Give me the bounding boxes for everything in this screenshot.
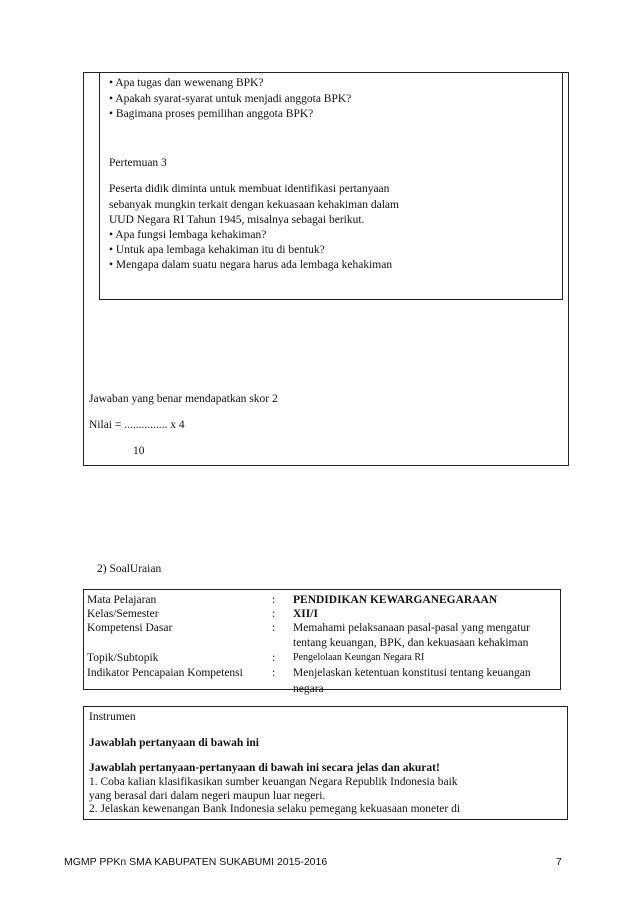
meta-label-class: Kelas/Semester bbox=[87, 608, 159, 620]
nilai-denominator: 10 bbox=[133, 445, 145, 457]
prompt-line-1: • Apa tugas dan wewenang BPK? bbox=[109, 77, 264, 89]
meta-value-class: XII/I bbox=[293, 608, 318, 620]
meta-colon: : bbox=[272, 622, 276, 634]
meeting-label: Pertemuan 3 bbox=[109, 157, 167, 169]
meta-colon: : bbox=[272, 652, 276, 664]
meta-label-competency: Kompetensi Dasar bbox=[87, 622, 173, 634]
instrument-heading-1: Jawablah pertanyaan di bawah ini bbox=[89, 737, 259, 749]
instrument-heading-2: Jawablah pertanyaan-pertanyaan di bawah ini secara jelas dan akurat! bbox=[89, 762, 440, 774]
footer-text: MGMP PPKn SMA KABUPATEN SUKABUMI 2015-2016 bbox=[64, 856, 328, 868]
prompt-line-2: • Apakah syarat-syarat untuk menjadi anggota BPK? bbox=[109, 93, 352, 105]
meeting-para-1: Peserta didik diminta untuk membuat identifikasi pertanyaan bbox=[109, 183, 390, 195]
section-title: 2) SoalUraian bbox=[97, 563, 162, 575]
meeting-para-5: • Untuk apa lembaga kehakiman itu di bentuk? bbox=[109, 244, 325, 256]
meta-colon: : bbox=[272, 608, 276, 620]
score-text: Jawaban yang benar mendapatkan skor 2 bbox=[89, 393, 278, 405]
meeting-para-6: • Mengapa dalam suatu negara harus ada lembaga kehakiman bbox=[109, 259, 393, 271]
question-1-line-1: 1. Coba kalian klasifikasikan sumber keuangan Negara Republik Indonesia baik bbox=[89, 776, 458, 788]
meta-label-indicator: Indikator Pencapaian Kompetensi bbox=[87, 667, 243, 679]
instrument-title: Instrumen bbox=[89, 711, 136, 723]
meta-value-indicator: Menjelaskan ketentuan konstitusi tentang keuangan bbox=[293, 667, 531, 679]
meta-value-indicator-cont: negara bbox=[293, 683, 324, 695]
meta-label-subject: Mata Pelajaran bbox=[87, 594, 157, 606]
page-number: 7 bbox=[556, 856, 562, 868]
meta-label-topic: Topik/Subtopik bbox=[87, 652, 159, 664]
meta-value-topic: Pengelolaan Keungan Negara RI bbox=[293, 652, 425, 663]
question-1-line-2: yang berasal dari dalam negeri maupun luar negeri. bbox=[89, 790, 326, 802]
meta-value-subject: PENDIDIKAN KEWARGANEGARAAN bbox=[293, 594, 498, 606]
meta-value-competency: Memahami pelaksanaan pasal-pasal yang mengatur bbox=[293, 622, 530, 634]
meta-value-competency-cont: tentang keuangan, BPK, dan kekuasaan kehakiman bbox=[293, 637, 529, 649]
prompt-line-3: • Bagimana proses pemilihan anggota BPK? bbox=[109, 108, 314, 120]
meeting-para-2: sebanyak mungkin terkait dengan kekuasaan kehakiman dalam bbox=[109, 199, 399, 211]
meta-colon: : bbox=[272, 594, 276, 606]
nilai-formula: Nilai = ............... x 4 bbox=[89, 419, 185, 431]
question-2-line-1: 2. Jelaskan kewenangan Bank Indonesia selaku pemegang kekuasaan moneter di bbox=[89, 803, 461, 815]
meta-colon: : bbox=[272, 667, 276, 679]
meeting-para-3: UUD Negara RI Tahun 1945, misalnya sebagai berikut. bbox=[109, 214, 365, 226]
meeting-para-4: • Apa fungsi lembaga kehakiman? bbox=[109, 229, 267, 241]
